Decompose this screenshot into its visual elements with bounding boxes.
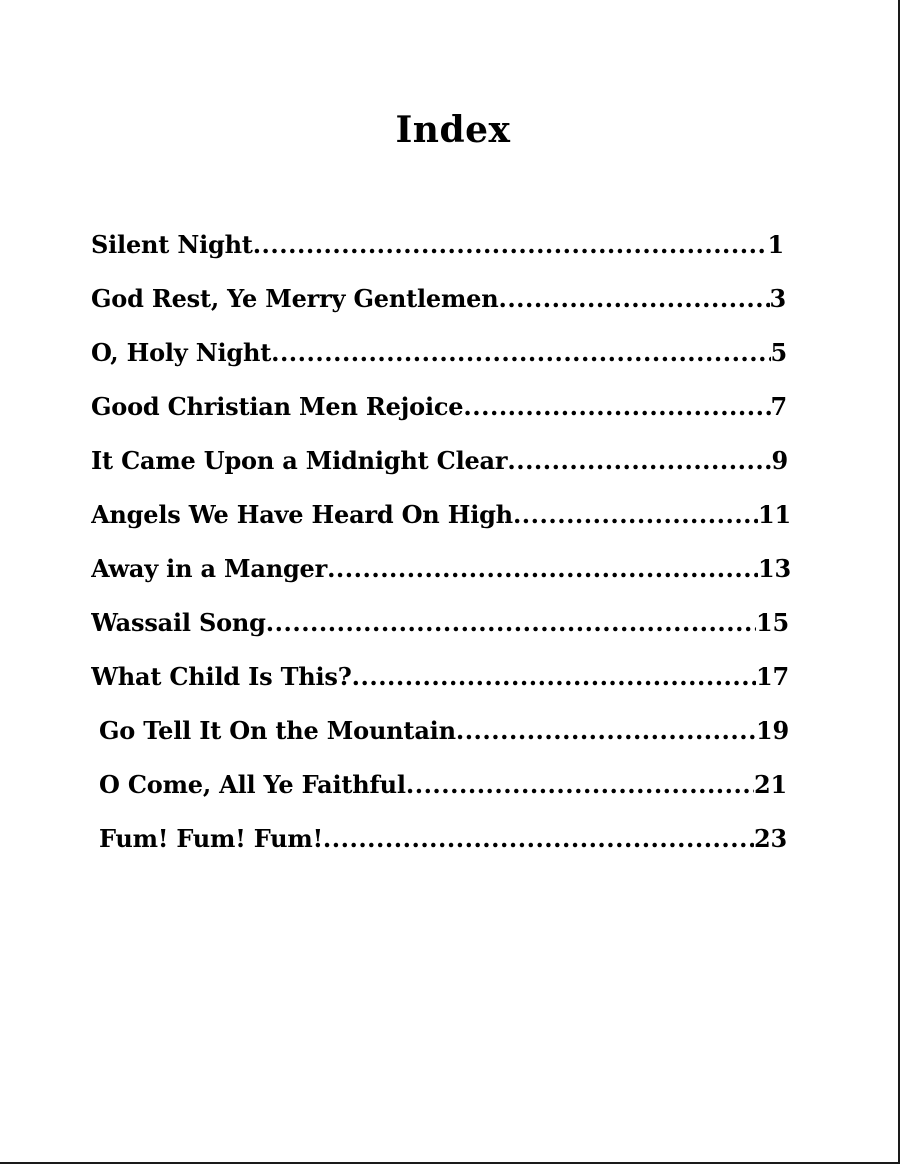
entry-title: God Rest, Ye Merry Gentlemen [91, 284, 499, 313]
entry-page-number: 21 [754, 770, 787, 799]
index-entry [91, 442, 788, 480]
index-entry [91, 334, 787, 372]
page-title: Index [395, 109, 511, 151]
index-entry [91, 280, 786, 318]
entry-page-number: 23 [754, 824, 787, 853]
entry-title: Wassail Song [91, 608, 266, 637]
dot-leader [456, 712, 756, 750]
entry-page-number: 13 [758, 554, 791, 583]
dot-leader [513, 496, 758, 534]
entry-title: Good Christian Men Rejoice [91, 392, 464, 421]
dot-leader [271, 334, 770, 372]
dot-leader [253, 226, 768, 264]
entry-page-number: 1 [767, 230, 784, 259]
entry-title: Fum! Fum! Fum! [99, 824, 323, 853]
dot-leader [406, 766, 754, 804]
index-entry [91, 550, 791, 588]
entry-title: Silent Night [91, 230, 253, 259]
index-entry [99, 766, 787, 804]
entry-title: Go Tell It On the Mountain [99, 716, 456, 745]
entry-title: Away in a Manger [91, 554, 328, 583]
index-entry [91, 658, 789, 696]
index-entry [91, 496, 791, 534]
entry-page-number: 17 [756, 662, 789, 691]
entry-title: What Child Is This? [91, 662, 352, 691]
dot-leader [352, 658, 756, 696]
dot-leader [498, 280, 769, 318]
dot-leader [327, 550, 758, 588]
entry-title: O, Holy Night [91, 338, 272, 367]
entry-page-number: 11 [758, 500, 791, 529]
index-entry [99, 820, 787, 858]
entry-title: Angels We Have Heard On High [91, 500, 513, 529]
entry-title: O Come, All Ye Faithful [99, 770, 406, 799]
entry-page-number: 15 [756, 608, 789, 637]
index-entry [91, 226, 784, 264]
index-entry [91, 388, 787, 426]
entry-page-number: 9 [771, 446, 788, 475]
entry-page-number: 19 [756, 716, 789, 745]
index-entry [99, 712, 789, 750]
entry-page-number: 3 [769, 284, 786, 313]
entry-page-number: 5 [770, 338, 787, 367]
entry-page-number: 7 [770, 392, 787, 421]
dot-leader [507, 442, 771, 480]
index-entry [91, 604, 789, 642]
dot-leader [266, 604, 756, 642]
dot-leader [323, 820, 754, 858]
entry-title: It Came Upon a Midnight Clear [91, 446, 508, 475]
dot-leader [463, 388, 770, 426]
